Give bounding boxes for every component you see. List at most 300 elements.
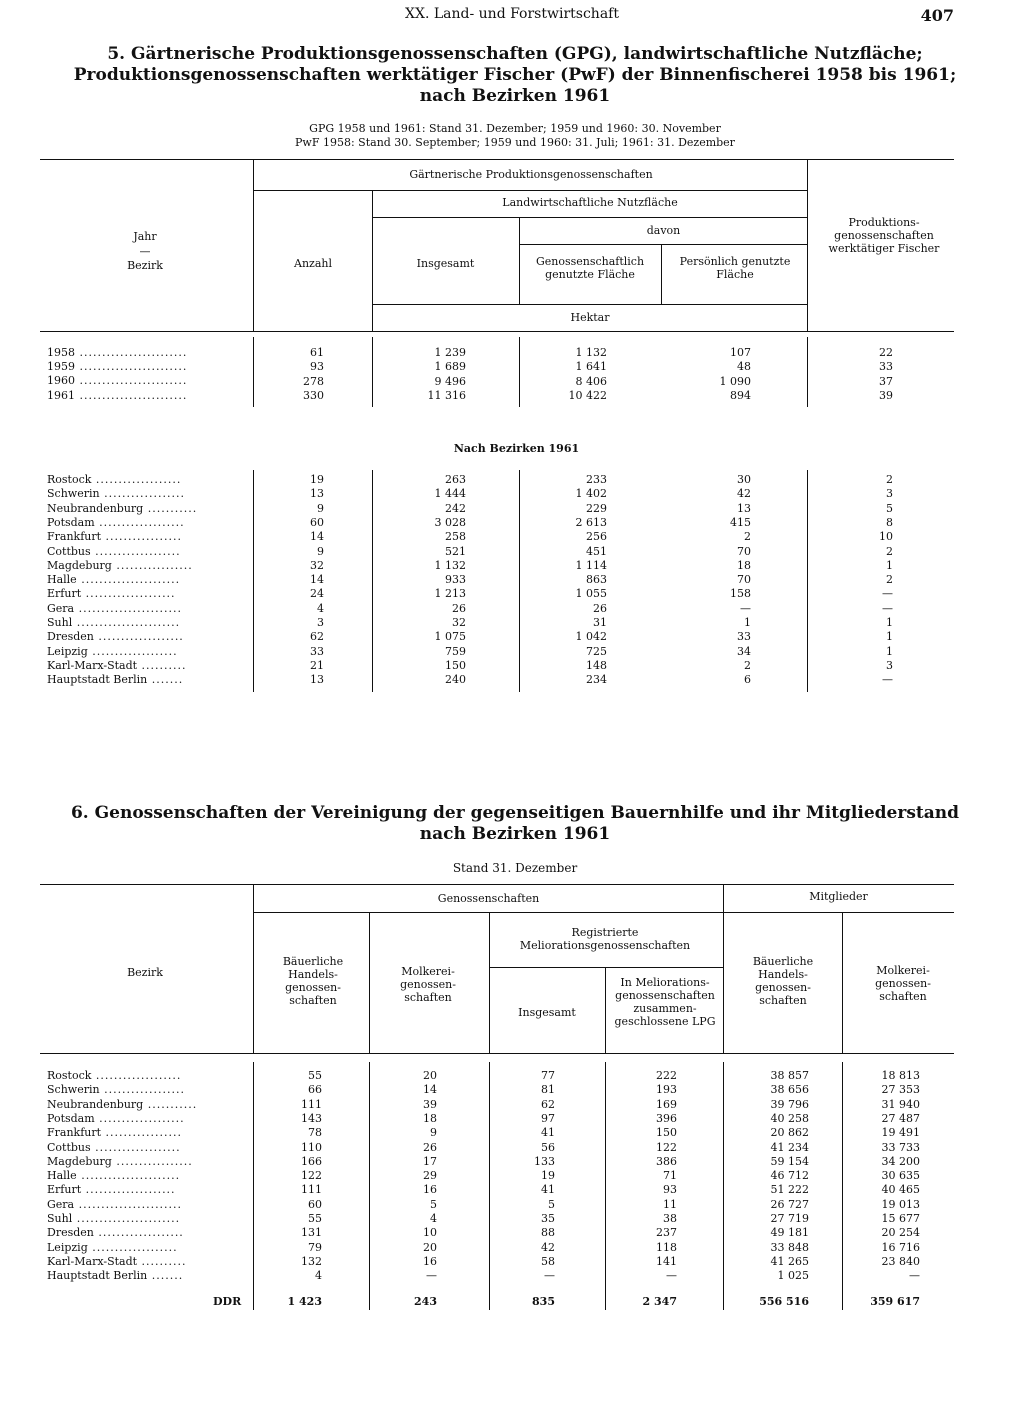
- table-cell: 725: [586, 644, 607, 658]
- table-cell: 234: [586, 673, 607, 687]
- cell-pwf: [807, 346, 893, 403]
- table-cell: 31 940: [881, 1097, 920, 1111]
- table-cell: 27 353: [881, 1083, 920, 1097]
- table-row: [47, 1098, 197, 1112]
- rule: [369, 912, 370, 1053]
- value: 1 689: [434, 360, 466, 374]
- leader-dots: .......: [147, 673, 184, 687]
- table-cell: 26: [423, 1140, 437, 1154]
- table-cell: 13: [737, 501, 751, 515]
- rule: [489, 967, 723, 968]
- table-cell: 41 265: [770, 1254, 809, 1268]
- value: 37: [879, 374, 893, 388]
- leader-dots: .................: [101, 530, 182, 544]
- table-row: [47, 573, 180, 587]
- table-cell: 33 733: [881, 1140, 920, 1154]
- table-row: [47, 1126, 182, 1140]
- row-label: Magdeburg: [47, 1154, 112, 1168]
- total-cell: 835: [532, 1295, 555, 1308]
- row-label: 1960: [47, 374, 75, 387]
- table-cell: 2: [744, 658, 751, 672]
- head-pwf: Produktions-genossenschaften werktätiger Fischer: [828, 216, 940, 255]
- table-row: [47, 630, 184, 644]
- table-cell: 9: [317, 544, 324, 558]
- row-label: Halle: [47, 1169, 77, 1183]
- table-cell: 131: [301, 1226, 322, 1240]
- table-cell: 1 114: [575, 558, 607, 572]
- table-cell: 263: [445, 473, 466, 486]
- row-label: Leipzig: [47, 1240, 88, 1254]
- leader-dots: ...................: [90, 1140, 181, 1154]
- table-row: [47, 1083, 185, 1097]
- row-label: 1958: [47, 346, 75, 359]
- table-cell: 166: [301, 1154, 322, 1168]
- table-cell: 863: [586, 573, 607, 587]
- table-row: [47, 487, 185, 501]
- table-cell: 26: [452, 601, 466, 615]
- row-label: Dresden: [47, 1226, 94, 1240]
- table-cell: 33 848: [770, 1240, 809, 1254]
- row-label: Neubrandenburg: [47, 1097, 144, 1111]
- leader-dots: .......................: [74, 1197, 183, 1211]
- table-cell: 62: [310, 630, 324, 644]
- table-cell: 30: [737, 473, 751, 486]
- table-cell: 51 222: [770, 1183, 809, 1197]
- table-cell: 21: [310, 658, 324, 672]
- head-melioration: Registrierte Meliorationsgenossenschaften: [519, 926, 691, 952]
- table-cell: 93: [663, 1183, 677, 1197]
- leader-dots: ....................: [81, 587, 176, 601]
- row-label: Suhl: [47, 1212, 73, 1225]
- running-header: [0, 6, 1024, 26]
- value: 11 316: [427, 388, 466, 402]
- table5-title-line: 5. Gärtnerische Produktionsgenossenschaften (GPG), landwirtschaftliche Nutzfläche;: [107, 44, 923, 64]
- table-row: [47, 1069, 181, 1083]
- table-cell: 4: [430, 1212, 437, 1225]
- table-cell: 193: [656, 1083, 677, 1097]
- value: 48: [737, 360, 751, 374]
- rule: [661, 244, 662, 304]
- table-cell: 158: [730, 587, 751, 601]
- row-label: Gera: [47, 1197, 75, 1211]
- value: 10 422: [568, 388, 607, 402]
- table-cell: 111: [301, 1183, 322, 1197]
- table-row: [47, 1169, 180, 1183]
- table-cell: 38 656: [770, 1083, 809, 1097]
- table-cell: 386: [656, 1154, 677, 1168]
- table-row: 1958 ........................: [47, 346, 188, 359]
- row-label: Schwerin: [47, 1083, 100, 1097]
- leader-dots: .................: [101, 1126, 182, 1140]
- table-cell: 5: [548, 1197, 555, 1211]
- leader-dots: .................: [111, 558, 193, 572]
- row-label: Neubrandenburg: [47, 501, 144, 515]
- leader-dots: ..................: [99, 487, 186, 501]
- table-cell: 42: [737, 487, 751, 501]
- row-label: Dresden: [47, 630, 94, 644]
- row-label: Halle: [47, 573, 77, 587]
- head-insgesamt: Insgesamt: [416, 257, 475, 270]
- leader-dots: ...................: [93, 630, 184, 644]
- table-row: [47, 616, 180, 630]
- table-cell: 27 487: [881, 1111, 920, 1125]
- row-label: Frankfurt: [47, 1126, 102, 1140]
- table6-title-line: nach Bezirken 1961: [419, 824, 611, 844]
- table-cell: 49 181: [770, 1226, 809, 1240]
- table-cell: 9: [430, 1126, 437, 1140]
- table-cell: 32: [310, 558, 324, 572]
- leader-dots: ...................: [90, 544, 181, 558]
- table5-head-rule: [40, 331, 954, 332]
- value: 22: [879, 346, 893, 359]
- table-row: [47, 1198, 182, 1212]
- table-cell: 14: [423, 1083, 437, 1097]
- row-label: Cottbus: [47, 1140, 91, 1154]
- value: 330: [303, 388, 324, 402]
- table-cell: 20: [423, 1240, 437, 1254]
- leader-dots: ...........: [143, 501, 198, 515]
- leader-dots: ..........: [137, 1254, 187, 1268]
- table-cell: 19: [541, 1169, 555, 1183]
- row-label: Frankfurt: [47, 530, 102, 544]
- cell-persoenlich: [661, 346, 751, 403]
- row-label: Hauptstadt Berlin: [47, 1269, 148, 1283]
- table-cell: 13: [310, 487, 324, 501]
- value: 33: [879, 360, 893, 374]
- table-cell: 1 055: [575, 587, 607, 601]
- table-cell: 933: [445, 573, 466, 587]
- table6-note: Stand 31. Dezember: [452, 861, 578, 875]
- table-cell: 88: [541, 1226, 555, 1240]
- rule: [253, 160, 254, 331]
- table-cell: 150: [656, 1126, 677, 1140]
- head-gpg: Gärtnerische Produktionsgenossenschaften: [409, 168, 653, 181]
- table-cell: 71: [663, 1169, 677, 1183]
- table-cell: 20 254: [881, 1226, 920, 1240]
- head-persoenlich: Persönlich genutzte Fläche: [679, 255, 791, 281]
- row-label: Magdeburg: [47, 558, 112, 572]
- table-cell: 759: [445, 644, 466, 658]
- table-cell: 1 402: [575, 487, 607, 501]
- stub-head-dash: —: [139, 245, 151, 258]
- head-bhg: Bäuerliche Handels-genossen-schaften: [282, 955, 344, 1007]
- row-label: Leipzig: [47, 644, 88, 658]
- table6-title: [60, 803, 970, 845]
- table5-note: PwF 1958: Stand 30. September; 1959 und 1960: 31. Juli; 1961: 31. Dezember: [295, 136, 735, 149]
- table-cell: 1: [886, 616, 893, 629]
- table-cell: 1: [744, 616, 751, 629]
- leader-dots: ...........: [143, 1097, 198, 1111]
- head-davon: davon: [646, 224, 681, 237]
- table-cell: 18 813: [881, 1069, 920, 1082]
- table-row: [47, 1212, 180, 1226]
- rule: [842, 912, 843, 1053]
- table6-title-line: 6. Genossenschaften der Vereinigung der gegenseitigen Bauernhilfe und ihr Mitgliederstand: [70, 803, 960, 823]
- table-cell: 11: [663, 1197, 677, 1211]
- table5-notes: [60, 122, 970, 150]
- table-cell: 42: [541, 1240, 555, 1254]
- table-cell: 41: [541, 1183, 555, 1197]
- row-label: Potsdam: [47, 1111, 95, 1125]
- value: 9 496: [434, 374, 466, 388]
- leader-dots: ...................: [87, 644, 178, 658]
- table-cell: 39: [423, 1097, 437, 1111]
- table-cell: 5: [430, 1197, 437, 1211]
- table-cell: 258: [445, 530, 466, 544]
- head-bezirk: Bezirk: [127, 966, 163, 979]
- table-cell: 1 213: [434, 587, 466, 601]
- table-cell: 24: [310, 587, 324, 601]
- table-cell: 396: [656, 1111, 677, 1125]
- table-cell: 55: [308, 1069, 322, 1082]
- leader-dots: ......................: [76, 1169, 181, 1183]
- row-label: Erfurt: [47, 587, 82, 601]
- head-insgesamt: Insgesamt: [518, 1006, 576, 1019]
- table-cell: —: [426, 1269, 437, 1283]
- value: 107: [730, 346, 751, 359]
- rule: [254, 912, 954, 913]
- table-cell: 70: [737, 544, 751, 558]
- row-label: Suhl: [47, 616, 73, 629]
- table-cell: 10: [879, 530, 893, 544]
- table-cell: 27 719: [770, 1212, 809, 1225]
- table-cell: 2: [886, 573, 893, 587]
- total-cell: 556 516: [759, 1295, 809, 1308]
- table-cell: 2: [744, 530, 751, 544]
- table-cell: 29: [423, 1169, 437, 1183]
- rule: [372, 304, 808, 305]
- table5-title: [60, 44, 970, 107]
- head-mitglieder-molkerei: Molkerei-genossen-schaften: [875, 964, 931, 1003]
- table-cell: 55: [308, 1212, 322, 1225]
- table-cell: 2 613: [575, 515, 607, 529]
- table-cell: 32: [452, 616, 466, 629]
- table-row: [47, 473, 181, 487]
- table5-top-rule: [40, 159, 954, 160]
- row-label: Cottbus: [47, 544, 91, 558]
- table-row: [47, 1269, 183, 1283]
- table-cell: 19 013: [881, 1197, 920, 1211]
- table-cell: 38: [663, 1212, 677, 1225]
- leader-dots: ..................: [99, 1083, 186, 1097]
- head-lnf: Landwirtschaftliche Nutzfläche: [502, 196, 678, 209]
- table-cell: 5: [886, 501, 893, 515]
- rule: [723, 885, 724, 1053]
- table-row: 1961 ........................: [47, 389, 188, 402]
- table-cell: 19 491: [881, 1126, 920, 1140]
- leader-dots: ...................: [87, 1240, 178, 1254]
- table-cell: 39 796: [770, 1097, 809, 1111]
- leader-dots: ...................: [91, 473, 182, 486]
- table-cell: 122: [301, 1169, 322, 1183]
- head-anzahl: Anzahl: [294, 257, 332, 270]
- table-cell: 34: [737, 644, 751, 658]
- total-cell: 359 617: [870, 1295, 920, 1308]
- row-label: Schwerin: [47, 487, 100, 501]
- table-cell: 34 200: [881, 1154, 920, 1168]
- table-cell: 10: [423, 1226, 437, 1240]
- head-hektar: Hektar: [570, 311, 610, 324]
- table-row: [47, 645, 178, 659]
- table-cell: —: [544, 1269, 555, 1283]
- table-cell: 237: [656, 1226, 677, 1240]
- table-cell: 33: [737, 630, 751, 644]
- table-cell: 132: [301, 1254, 322, 1268]
- table-cell: 8: [886, 515, 893, 529]
- table-cell: 143: [301, 1111, 322, 1125]
- table-cell: 122: [656, 1140, 677, 1154]
- table-cell: 79: [308, 1240, 322, 1254]
- table-cell: 70: [737, 573, 751, 587]
- table-cell: 256: [586, 530, 607, 544]
- table-cell: 141: [656, 1254, 677, 1268]
- table-row: [47, 1155, 193, 1169]
- table-cell: 40 465: [881, 1183, 920, 1197]
- head-mitglieder: Mitglieder: [809, 890, 868, 903]
- leader-dots: ...................: [94, 1111, 185, 1125]
- value: 39: [879, 388, 893, 402]
- table-cell: 133: [534, 1154, 555, 1168]
- table-cell: 18: [423, 1111, 437, 1125]
- section-nach-bezirken: Nach Bezirken 1961: [453, 442, 580, 455]
- table-cell: —: [740, 601, 751, 615]
- table-cell: 1: [886, 558, 893, 572]
- total-cell: 243: [414, 1295, 437, 1308]
- table-cell: 3: [317, 616, 324, 629]
- table-row: 1960 ........................: [47, 374, 188, 387]
- table-cell: 38 857: [770, 1069, 809, 1082]
- table-cell: —: [882, 587, 893, 601]
- table-row: [47, 1141, 181, 1155]
- table-cell: 16: [423, 1254, 437, 1268]
- table-cell: 3 028: [434, 515, 466, 529]
- head-molkerei: Molkerei-genossen-schaften: [400, 965, 456, 1004]
- table-cell: 14: [310, 530, 324, 544]
- table-cell: 1: [886, 644, 893, 658]
- table-cell: —: [882, 673, 893, 687]
- value: 894: [730, 388, 751, 402]
- head-mitglieder-bhg: Bäuerliche Handels-genossen-schaften: [752, 955, 814, 1007]
- table6-head-rule: [40, 1053, 954, 1054]
- table-cell: 41 234: [770, 1140, 809, 1154]
- leader-dots: ...................: [94, 515, 185, 529]
- head-genossenschaften: Genossenschaften: [437, 892, 540, 905]
- table-row: 1959 ........................: [47, 360, 188, 373]
- table-cell: 35: [541, 1212, 555, 1225]
- table-cell: 15 677: [881, 1212, 920, 1225]
- table-row: [47, 530, 182, 544]
- table-row: [47, 1112, 185, 1126]
- rule: [254, 190, 808, 191]
- table-row: [47, 559, 193, 573]
- table-cell: 148: [586, 658, 607, 672]
- table-cell: 41: [541, 1126, 555, 1140]
- table-cell: 4: [317, 601, 324, 615]
- table-cell: —: [909, 1269, 920, 1283]
- table-cell: 20: [423, 1069, 437, 1082]
- rule: [489, 912, 490, 1053]
- value: 278: [303, 374, 324, 388]
- table-cell: 58: [541, 1254, 555, 1268]
- stub-head-bezirk: Bezirk: [127, 259, 163, 272]
- table-cell: 242: [445, 501, 466, 515]
- table-cell: 1 132: [434, 558, 466, 572]
- table-cell: 240: [445, 673, 466, 687]
- table-cell: 1 025: [777, 1269, 809, 1283]
- table-cell: 20 862: [770, 1126, 809, 1140]
- row-label: Potsdam: [47, 515, 95, 529]
- total-cell: 2 347: [642, 1295, 677, 1308]
- row-label: Hauptstadt Berlin: [47, 673, 148, 687]
- row-label: 1959: [47, 360, 75, 373]
- table-cell: 33: [310, 644, 324, 658]
- table-cell: 1: [886, 630, 893, 644]
- table-cell: 30 635: [881, 1169, 920, 1183]
- table-row: [47, 659, 187, 673]
- rule: [605, 967, 606, 1053]
- row-label: Karl-Marx-Stadt: [47, 1254, 138, 1268]
- table-cell: —: [666, 1269, 677, 1283]
- table6-top-rule: [40, 884, 954, 885]
- table-cell: 17: [423, 1154, 437, 1168]
- cell-anzahl: [254, 346, 324, 403]
- table-cell: 169: [656, 1097, 677, 1111]
- value: 1 090: [719, 374, 751, 388]
- head-in-melioration: In Meliorations-genossenschaften zusammen-geschlossene LPG: [614, 976, 716, 1028]
- table-row: [47, 1255, 187, 1269]
- cell-genossenschaftlich: [519, 346, 607, 403]
- table-cell: 521: [445, 544, 466, 558]
- table-row: [47, 502, 197, 516]
- table-row: [47, 602, 182, 616]
- table-cell: 233: [586, 473, 607, 486]
- table-cell: 1 042: [575, 630, 607, 644]
- table5-note: GPG 1958 und 1961: Stand 31. Dezember; 1959 und 1960: 30. November: [309, 122, 721, 135]
- row-label: Gera: [47, 601, 75, 615]
- row-label: Karl-Marx-Stadt: [47, 658, 138, 672]
- row-label: Rostock: [47, 473, 92, 486]
- table-cell: 6: [744, 673, 751, 687]
- value: 1 641: [575, 360, 607, 374]
- table-cell: 222: [656, 1069, 677, 1082]
- rule: [807, 160, 808, 331]
- table-cell: 40 258: [770, 1111, 809, 1125]
- table-cell: 56: [541, 1140, 555, 1154]
- table-cell: 4: [315, 1269, 322, 1283]
- table-cell: 60: [310, 515, 324, 529]
- value: 1 239: [434, 346, 466, 359]
- leader-dots: ......................: [76, 573, 181, 587]
- table-cell: 150: [445, 658, 466, 672]
- table-cell: 111: [301, 1097, 322, 1111]
- leader-dots: ..........: [137, 658, 187, 672]
- table-cell: 16: [423, 1183, 437, 1197]
- value: 93: [310, 360, 324, 374]
- table-row: [47, 545, 181, 559]
- leader-dots: .......................: [72, 1212, 181, 1225]
- table-cell: 1 444: [434, 487, 466, 501]
- row-label: Rostock: [47, 1069, 92, 1082]
- leader-dots: ....................: [81, 1183, 176, 1197]
- table-cell: 2: [886, 473, 893, 486]
- value: 1 132: [575, 346, 607, 359]
- value: 61: [310, 346, 324, 359]
- leader-dots: .......: [147, 1269, 184, 1283]
- leader-dots: .................: [111, 1154, 193, 1168]
- table-row: [47, 587, 176, 601]
- table-cell: 229: [586, 501, 607, 515]
- stub-head-jahr: Jahr: [133, 230, 157, 243]
